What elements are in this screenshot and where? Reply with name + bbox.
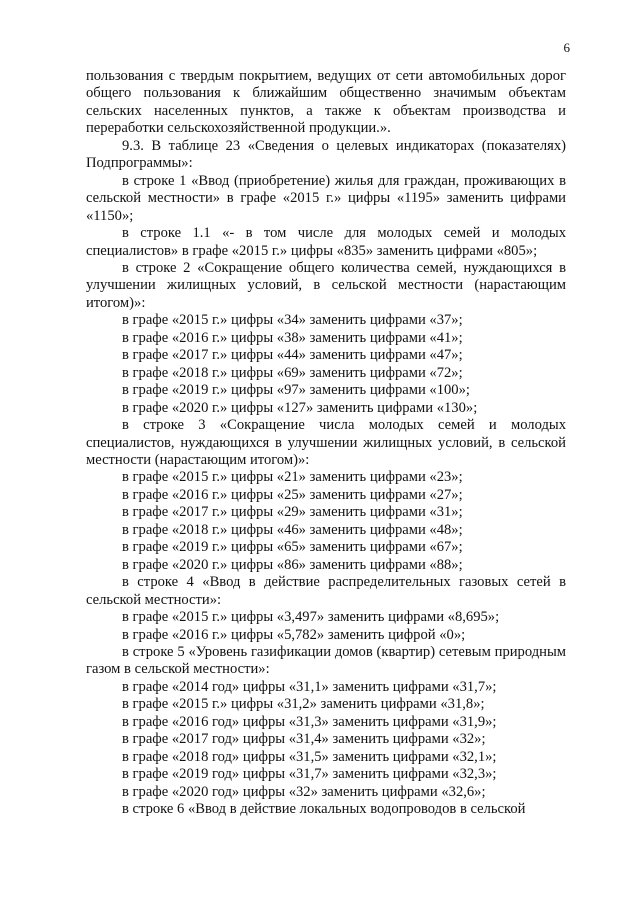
paragraph-row-2-2018: в графе «2018 г.» цифры «69» заменить цифрами «72»;: [122, 364, 463, 381]
paragraph-row-3-2015: в графе «2015 г.» цифры «21» заменить цифрами «23»;: [122, 469, 463, 486]
paragraph-row-1: в строке 1 «Ввод (приобретение) жилья для граждан, проживающих в сельской местности» в графе «2015 г.» цифры «1195» заменить цифрами «1150»;: [86, 172, 566, 224]
paragraph-row-5-2018: в графе «2018 год» цифры «31,5» заменить цифрами «32,1»;: [122, 748, 497, 765]
paragraph-row-4: в строке 4 «Ввод в действие распределительных газовых сетей в сельской местности»:: [86, 574, 566, 608]
paragraph-row-4-2015: в графе «2015 г.» цифры «3,497» заменить цифрами «8,695»;: [122, 609, 500, 626]
paragraph-row-3-2020: в графе «2020 г.» цифры «86» заменить цифрами «88»;: [122, 556, 463, 573]
paragraph-row-3-2019: в графе «2019 г.» цифры «65» заменить цифрами «67»;: [122, 539, 463, 556]
paragraph-row-2-2015: в графе «2015 г.» цифры «34» заменить цифрами «37»;: [122, 312, 463, 329]
paragraph-row-2-2019: в графе «2019 г.» цифры «97» заменить цифрами «100»;: [122, 382, 470, 399]
paragraph-row-6: в строке 6 «Ввод в действие локальных водопроводов в сельской: [122, 801, 526, 818]
paragraph-row-5-2016: в графе «2016 год» цифры «31,3» заменить цифрами «31,9»;: [122, 713, 497, 730]
paragraph-continuation: пользования с твердым покрытием, ведущих от сети автомобильных дорог общего пользования к ближайшим общественно значимым объектам сельских населенных пунктов, а также к объектам производства и переработки сельскохозяйственной продукции.».: [86, 68, 566, 137]
paragraph-row-2-2016: в графе «2016 г.» цифры «38» заменить цифрами «41»;: [122, 329, 463, 346]
paragraph-row-1-1: в строке 1.1 «- в том числе для молодых семей и молодых специалистов» в графе «2015 г.» цифры «835» заменить цифрами «805»;: [86, 225, 566, 259]
paragraph-row-5-2014: в графе «2014 год» цифры «31,1» заменить цифрами «31,7»;: [122, 678, 497, 695]
paragraph-row-5-2017: в графе «2017 год» цифры «31,4» заменить цифрами «32»;: [122, 731, 486, 748]
paragraph-section-9-3: 9.3. В таблице 23 «Сведения о целевых индикаторах (показателях) Подпрограммы»:: [86, 137, 566, 172]
paragraph-row-2-2017: в графе «2017 г.» цифры «44» заменить цифрами «47»;: [122, 347, 463, 364]
paragraph-row-3: в строке 3 «Сокращение числа молодых семей и молодых специалистов, нуждающихся в улучшении жилищных условий, в сельской местности (нарастающим итогом)»:: [86, 417, 566, 468]
page-number: 6: [563, 40, 570, 55]
paragraph-row-2: в строке 2 «Сокращение общего количества семей, нуждающихся в улучшении жилищных условий, в сельской местности (нарастающим итогом)»:: [86, 259, 566, 311]
paragraph-row-2-2020: в графе «2020 г.» цифры «127» заменить цифрами «130»;: [122, 399, 478, 416]
paragraph-row-5: в строке 5 «Уровень газификации домов (квартир) сетевым природным газом в сельской местности»:: [86, 643, 566, 678]
document-body: [86, 68, 566, 818]
paragraph-row-3-2016: в графе «2016 г.» цифры «25» заменить цифрами «27»;: [122, 486, 463, 503]
paragraph-row-3-2018: в графе «2018 г.» цифры «46» заменить цифрами «48»;: [122, 521, 463, 538]
paragraph-row-5-2019: в графе «2019 год» цифры «31,7» заменить цифрами «32,3»;: [122, 766, 497, 783]
paragraph-row-3-2017: в графе «2017 г.» цифры «29» заменить цифрами «31»;: [122, 504, 463, 521]
paragraph-row-4-2016: в графе «2016 г.» цифры «5,782» заменить цифрой «0»;: [122, 626, 466, 643]
paragraph-row-5-2020: в графе «2020 год» цифры «32» заменить цифрами «32,6»;: [122, 783, 486, 800]
paragraph-row-5-2015: в графе «2015 г.» цифры «31,2» заменить цифрами «31,8»;: [122, 696, 485, 713]
